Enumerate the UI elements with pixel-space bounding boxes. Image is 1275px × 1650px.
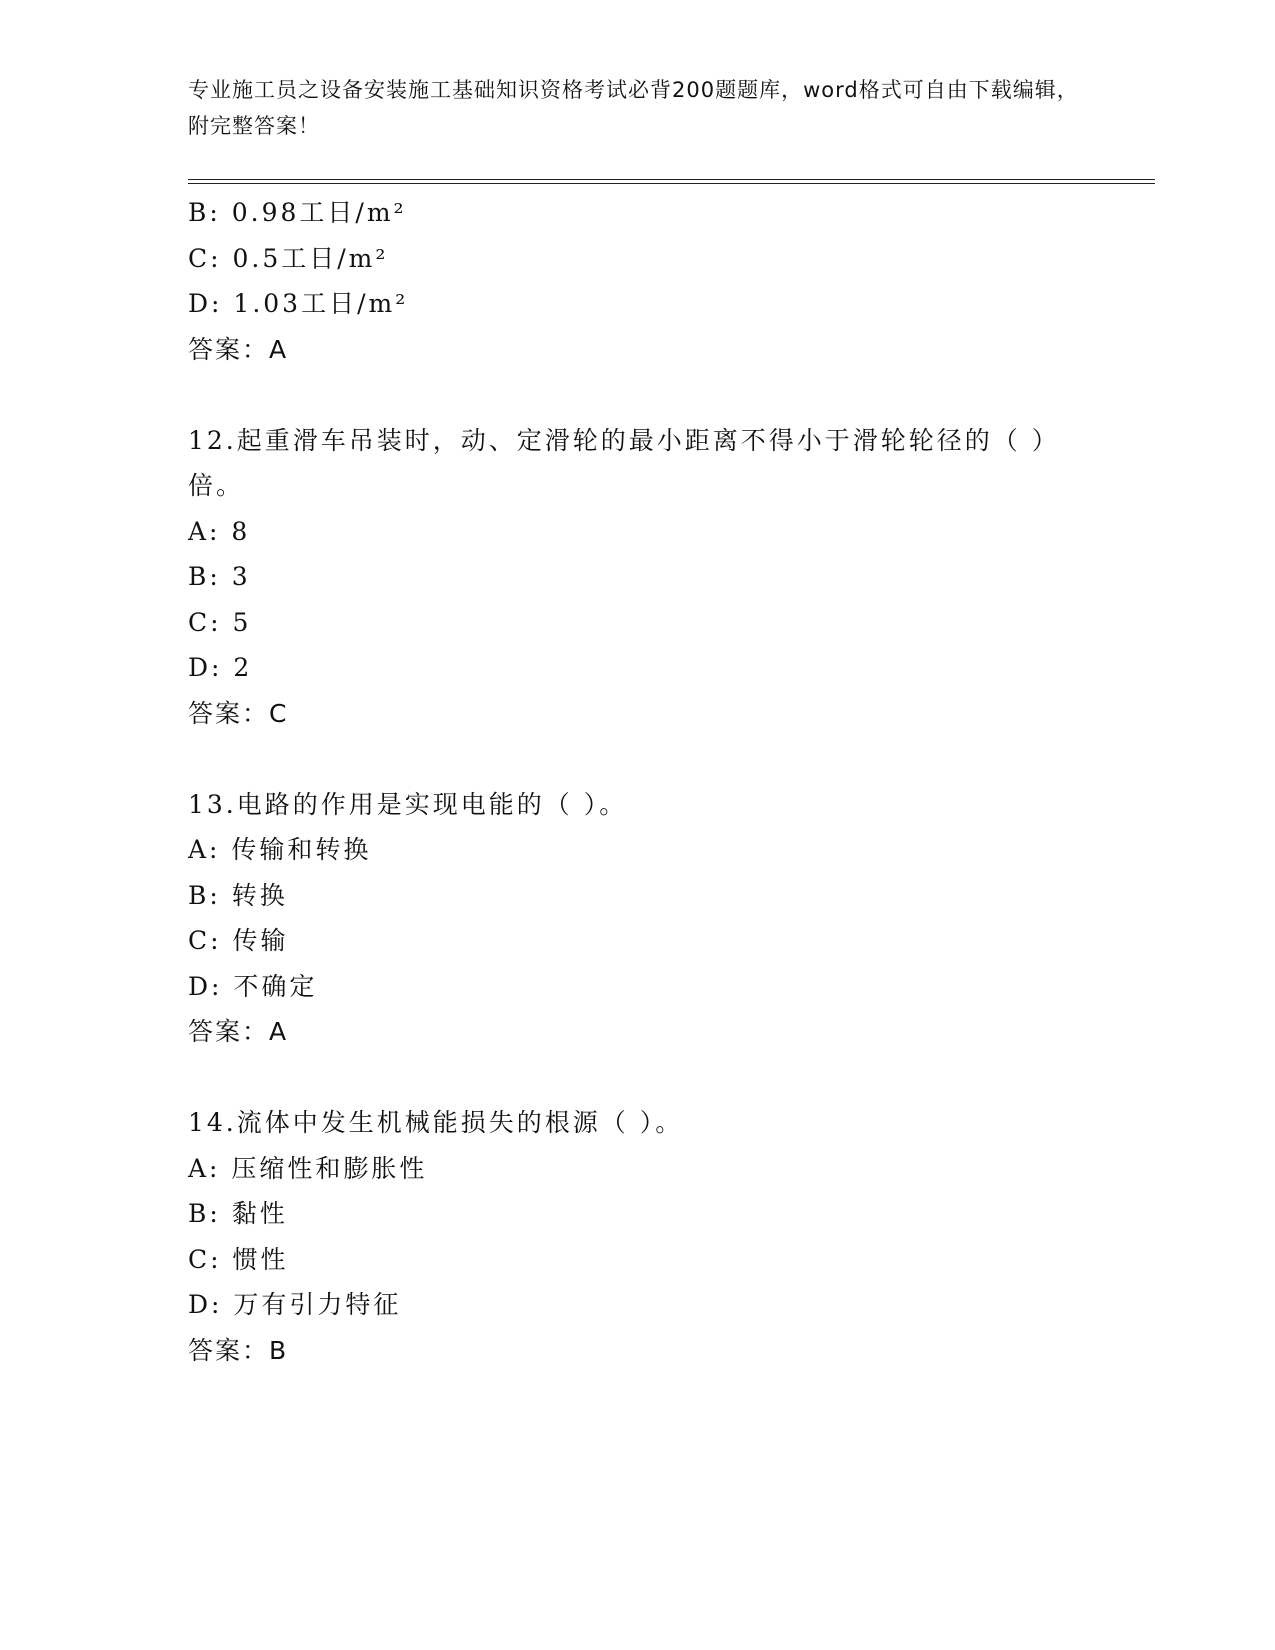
option-d: D: 万有引力特征 — [188, 1290, 402, 1319]
option-c: C: 0.5工日/m² — [188, 243, 389, 273]
previous-question-tail — [188, 190, 1088, 372]
answer-line: 答案：A — [188, 1017, 289, 1046]
option-b: B: 黏性 — [188, 1199, 288, 1228]
document-header: 专业施工员之设备安装施工基础知识资格考试必背200题题库，word格式可自由下载编辑，附完整答案！ — [188, 78, 1079, 138]
option-b: B: 3 — [188, 562, 251, 591]
option-d: D: 2 — [188, 653, 253, 682]
option-a: A: 压缩性和膨胀性 — [188, 1153, 428, 1183]
question-text: 12.起重滑车吊装时，动、定滑轮的最小距离不得小于滑轮轮径的（ ）倍。 — [188, 425, 1060, 500]
answer-line: 答案：A — [188, 334, 289, 364]
option-d: D: 1.03工日/m² — [188, 289, 409, 318]
option-c: C: 5 — [188, 607, 252, 637]
option-c: C: 传输 — [188, 926, 289, 955]
question-14 — [188, 1100, 1088, 1373]
answer-line: 答案：B — [188, 1335, 289, 1365]
question-list — [188, 190, 1088, 1373]
option-b: B: 0.98工日/m² — [188, 198, 407, 227]
option-a: A: 传输和转换 — [188, 835, 372, 864]
header-divider — [188, 179, 1155, 184]
option-b: B: 转换 — [188, 880, 288, 910]
option-d: D: 不确定 — [188, 971, 318, 1001]
option-a: A: 8 — [188, 516, 251, 546]
option-c: C: 惯性 — [188, 1244, 289, 1274]
question-text: 13.电路的作用是实现电能的（ ）。 — [188, 789, 628, 819]
answer-line: 答案：C — [188, 698, 289, 728]
question-13 — [188, 782, 1088, 1055]
question-12 — [188, 418, 1088, 737]
question-text: 14.流体中发生机械能损失的根源（ ）。 — [188, 1108, 684, 1137]
